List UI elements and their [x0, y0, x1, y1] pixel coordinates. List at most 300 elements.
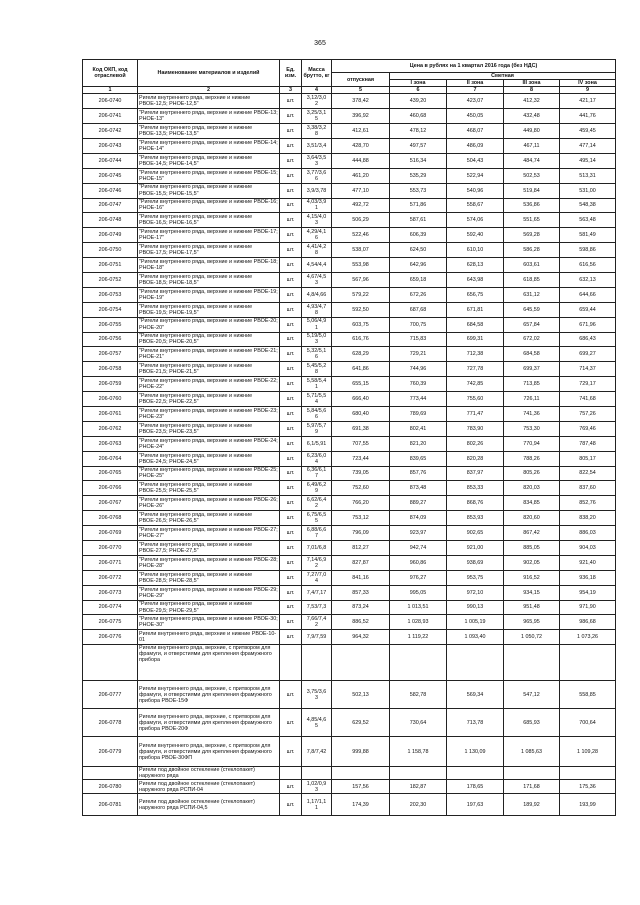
row-price-release: 157,56: [332, 780, 390, 794]
row-price-zone-4: 459,45: [560, 124, 616, 139]
row-price-zone-1: 995,05: [390, 585, 447, 600]
row-price-zone-4: 193,99: [560, 794, 616, 816]
row-code: 206-0771: [83, 555, 138, 570]
row-price-zone-4: 495,14: [560, 153, 616, 168]
table-row: [83, 258, 616, 273]
row-price-zone-1: [390, 767, 447, 780]
row-price-release: 579,22: [332, 287, 390, 302]
row-price-zone-1: 1 028,93: [390, 615, 447, 630]
row-price-zone-4: 477,14: [560, 138, 616, 153]
row-mass: 4,8/4,66: [302, 287, 332, 302]
row-name: "Ригели внутреннего ряда, верхние и нижние РВОЕ-25,5; РНОЕ-25,5": [138, 481, 280, 496]
row-price-zone-4: 954,19: [560, 585, 616, 600]
row-mass: 6,36/6,1 7: [302, 466, 332, 481]
table-row: [83, 737, 616, 767]
row-price-zone-3: 484,74: [504, 153, 560, 168]
table-row: [83, 481, 616, 496]
row-price-zone-2: 712,38: [447, 347, 504, 362]
header-mass: Масса брутто, кг: [302, 60, 332, 87]
row-price-release: 502,13: [332, 681, 390, 709]
row-unit: [280, 645, 302, 681]
row-name: "Ригели внутреннего ряда, верхние и нижние РВОЕ-19,5; РНОЕ-19,5": [138, 302, 280, 317]
row-name: "Ригели внутреннего ряда, верхние и нижние РВОЕ-21,5; РНОЕ-21,5": [138, 362, 280, 377]
row-unit: шт.: [280, 347, 302, 362]
row-price-zone-3: 586,28: [504, 243, 560, 258]
row-price-zone-1: 760,39: [390, 377, 447, 392]
table-row: [83, 630, 616, 645]
row-price-zone-2: 713,78: [447, 709, 504, 737]
row-mass: 7,66/7,4 2: [302, 615, 332, 630]
row-price-zone-1: 535,29: [390, 168, 447, 183]
row-code: 206-0760: [83, 392, 138, 407]
row-price-zone-4: 921,40: [560, 555, 616, 570]
row-price-zone-2: 802,26: [447, 436, 504, 451]
row-price-zone-4: 513,31: [560, 168, 616, 183]
row-name: "Ригели внутреннего ряда, верхние и нижние РВОЕ-23,5; РНОЕ-23,5": [138, 421, 280, 436]
row-price-release: 666,40: [332, 392, 390, 407]
row-unit: шт.: [280, 630, 302, 645]
row-price-zone-2: 742,85: [447, 377, 504, 392]
row-price-zone-1: 516,34: [390, 153, 447, 168]
row-price-zone-4: 886,03: [560, 526, 616, 541]
row-name: "Ригели внутреннего ряда, верхние и нижние РВОЕ-22; РНОЕ-22": [139, 378, 278, 391]
row-price-zone-1: 873,48: [390, 481, 447, 496]
row-price-zone-1: 729,21: [390, 347, 447, 362]
row-price-zone-3: 519,84: [504, 183, 560, 198]
row-unit: шт.: [280, 287, 302, 302]
row-code: 206-0757: [83, 347, 138, 362]
row-unit: шт.: [280, 406, 302, 421]
row-unit: шт.: [280, 213, 302, 228]
row-mass: 3,38/3,2 8: [302, 124, 332, 139]
row-mass: 5,19/5,0 3: [302, 332, 332, 347]
row-price-zone-3: 412,32: [504, 94, 560, 109]
row-price-zone-2: 820,28: [447, 451, 504, 466]
section-row: [83, 645, 616, 681]
row-price-zone-2: 902,65: [447, 526, 504, 541]
row-mass: 5,58/5,4 1: [302, 377, 332, 392]
header-estimate: Сметная: [390, 73, 616, 80]
row-price-zone-2: 1 130,09: [447, 737, 504, 767]
row-unit: шт.: [280, 541, 302, 556]
row-price-zone-4: 671,96: [560, 317, 616, 332]
row-name: "Ригели внутреннего ряда, верхние и нижние РВОЕ-28; РНОЕ-28": [139, 556, 278, 569]
row-mass: 5,06/4,9 1: [302, 317, 332, 332]
row-mass: 5,32/5,1 6: [302, 347, 332, 362]
row-unit: шт.: [280, 737, 302, 767]
row-price-zone-4: 421,17: [560, 94, 616, 109]
row-code: 206-0767: [83, 496, 138, 511]
row-price-zone-1: 821,20: [390, 436, 447, 451]
row-price-zone-3: 741,36: [504, 406, 560, 421]
row-unit: шт.: [280, 228, 302, 243]
row-name: "Ригели внутреннего ряда, верхние и нижние РВОЕ-18,5; РНОЕ-18,5": [138, 272, 280, 287]
row-price-zone-3: 699,37: [504, 362, 560, 377]
row-unit: шт.: [280, 496, 302, 511]
table-row: [83, 109, 616, 124]
row-price-release: 841,16: [332, 570, 390, 585]
table-row: [83, 421, 616, 436]
row-price-zone-1: 672,26: [390, 287, 447, 302]
row-code: 206-0772: [83, 570, 138, 585]
row-price-zone-1: 700,75: [390, 317, 447, 332]
table-row: [83, 332, 616, 347]
row-unit: шт.: [280, 794, 302, 816]
row-price-zone-1: 715,83: [390, 332, 447, 347]
row-price-zone-3: 536,86: [504, 198, 560, 213]
row-price-zone-3: 753,30: [504, 421, 560, 436]
row-mass: 3,77/3,6 6: [302, 168, 332, 183]
row-code: 206-0742: [83, 124, 138, 139]
row-price-zone-1: 497,57: [390, 138, 447, 153]
row-price-zone-3: 885,05: [504, 541, 560, 556]
row-price-zone-4: 822,54: [560, 466, 616, 481]
row-price-zone-1: 1 013,51: [390, 600, 447, 615]
row-price-zone-2: 423,07: [447, 94, 504, 109]
row-unit: шт.: [280, 555, 302, 570]
header-zone-4: IV зона: [560, 80, 616, 87]
row-mass: 4,15/4,0 3: [302, 213, 332, 228]
row-code: 206-0766: [83, 481, 138, 496]
row-code: 206-0748: [83, 213, 138, 228]
row-price-zone-3: 788,26: [504, 451, 560, 466]
row-price-release: 641,86: [332, 362, 390, 377]
row-price-release: 812,27: [332, 541, 390, 556]
row-price-zone-1: 976,27: [390, 570, 447, 585]
row-price-zone-2: 558,67: [447, 198, 504, 213]
row-price-release: 691,38: [332, 421, 390, 436]
row-name: "Ригели внутреннего ряда, верхние и нижние РВОЕ-15,5; РНОЕ-15,5": [138, 183, 280, 198]
row-price-zone-4: 838,20: [560, 511, 616, 526]
row-price-release: [332, 767, 390, 780]
row-price-zone-2: 755,60: [447, 392, 504, 407]
row-price-release: 616,76: [332, 332, 390, 347]
row-price-zone-2: 837,97: [447, 466, 504, 481]
row-price-zone-3: 569,28: [504, 228, 560, 243]
row-name: "Ригели внутреннего ряда, верхние и нижние РВОЕ-24,5; РНОЕ-24,5": [138, 451, 280, 466]
row-mass: [302, 645, 332, 681]
row-price-zone-4: 644,66: [560, 287, 616, 302]
row-price-release: 796,09: [332, 526, 390, 541]
row-price-zone-4: 175,36: [560, 780, 616, 794]
row-price-release: 603,75: [332, 317, 390, 332]
row-price-zone-3: 502,53: [504, 168, 560, 183]
row-mass: 6,23/6,0 4: [302, 451, 332, 466]
row-price-zone-1: 202,30: [390, 794, 447, 816]
row-unit: шт.: [280, 392, 302, 407]
row-price-release: 857,33: [332, 585, 390, 600]
row-price-zone-3: 916,52: [504, 570, 560, 585]
row-code: 206-0769: [83, 526, 138, 541]
row-price-release: 964,32: [332, 630, 390, 645]
row-price-zone-3: [504, 645, 560, 681]
row-name: "Ригели внутреннего ряда, верхние и нижние РВОЕ-14; РНОЕ-14": [139, 139, 278, 152]
row-name: "Ригели внутреннего ряда, верхние и нижние РВОЕ-22,5; РНОЕ-22,5": [138, 392, 280, 407]
row-price-zone-4: 1 073,26: [560, 630, 616, 645]
row-price-zone-2: 450,05: [447, 109, 504, 124]
row-code: 206-0764: [83, 451, 138, 466]
row-price-zone-1: 942,74: [390, 541, 447, 556]
row-price-zone-3: 189,92: [504, 794, 560, 816]
row-price-zone-4: 986,68: [560, 615, 616, 630]
table-row: [83, 183, 616, 198]
row-price-zone-1: 687,68: [390, 302, 447, 317]
row-price-zone-4: 558,85: [560, 681, 616, 709]
row-unit: шт.: [280, 138, 302, 153]
row-price-zone-1: 659,18: [390, 272, 447, 287]
row-mass: 4,03/3,9 1: [302, 198, 332, 213]
row-mass: 4,85/4,6 5: [302, 709, 332, 737]
table-row: [83, 436, 616, 451]
row-price-zone-4: 659,44: [560, 302, 616, 317]
row-price-zone-3: 645,59: [504, 302, 560, 317]
row-price-zone-1: 744,96: [390, 362, 447, 377]
row-price-zone-2: [447, 767, 504, 780]
row-mass: 4,93/4,7 8: [302, 302, 332, 317]
row-price-zone-4: 441,76: [560, 109, 616, 124]
row-mass: 7,53/7,3: [302, 600, 332, 615]
row-price-zone-4: 837,60: [560, 481, 616, 496]
row-price-zone-2: 1 093,40: [447, 630, 504, 645]
row-price-zone-2: 783,90: [447, 421, 504, 436]
row-price-zone-2: 671,81: [447, 302, 504, 317]
row-mass: 3,25/3,1 5: [302, 109, 332, 124]
row-price-zone-2: 504,43: [447, 153, 504, 168]
row-unit: шт.: [280, 377, 302, 392]
table-row: [83, 153, 616, 168]
row-price-zone-1: 1 158,78: [390, 737, 447, 767]
row-price-zone-4: 581,49: [560, 228, 616, 243]
row-price-zone-2: 197,63: [447, 794, 504, 816]
row-price-zone-1: 923,97: [390, 526, 447, 541]
row-unit: шт.: [280, 585, 302, 600]
row-name: "Ригели внутреннего ряда, верхние и нижние РВОЕ-23; РНОЕ-23": [139, 407, 278, 420]
row-price-zone-3: 467,11: [504, 138, 560, 153]
row-price-zone-1: 439,20: [390, 94, 447, 109]
row-unit: [280, 767, 302, 780]
row-price-release: 538,07: [332, 243, 390, 258]
row-price-zone-3: 713,85: [504, 377, 560, 392]
row-mass: 6,75/6,5 5: [302, 511, 332, 526]
row-name: "Ригели внутреннего ряда, верхние и нижние РВОЕ-16; РНОЕ-16": [139, 199, 278, 212]
row-price-zone-2: 656,75: [447, 287, 504, 302]
row-name: "Ригели внутреннего ряда, верхние и нижние РВОЕ-14,5; РНОЕ-14,5": [138, 153, 280, 168]
row-name: "Ригели внутреннего ряда, верхние и нижние РВОЕ-19; РНОЕ-19": [139, 288, 278, 301]
row-price-release: 592,50: [332, 302, 390, 317]
row-price-zone-3: 726,11: [504, 392, 560, 407]
page-number: 365: [314, 40, 326, 47]
row-code: 206-0774: [83, 600, 138, 615]
row-price-release: 461,20: [332, 168, 390, 183]
row-price-zone-4: [560, 767, 616, 780]
row-unit: шт.: [280, 421, 302, 436]
row-mass: 7,01/6,8: [302, 541, 332, 556]
row-price-zone-2: 771,47: [447, 406, 504, 421]
row-price-zone-3: 834,85: [504, 496, 560, 511]
row-unit: шт.: [280, 780, 302, 794]
row-price-zone-3: 934,15: [504, 585, 560, 600]
row-price-zone-1: 553,73: [390, 183, 447, 198]
row-price-release: 655,15: [332, 377, 390, 392]
row-price-zone-2: 540,96: [447, 183, 504, 198]
row-code: 206-0759: [83, 377, 138, 392]
row-price-zone-1: 624,50: [390, 243, 447, 258]
row-name: "Ригели внутреннего ряда, верхние и нижние РВОЕ-28,5; РНОЕ-28,5": [138, 570, 280, 585]
row-price-zone-1: 587,61: [390, 213, 447, 228]
row-price-zone-4: 805,17: [560, 451, 616, 466]
row-price-zone-2: 1 005,19: [447, 615, 504, 630]
row-price-release: [332, 645, 390, 681]
table-row: [83, 347, 616, 362]
row-name: "Ригели внутреннего ряда, верхние и нижние РВОЕ-30; РНОЕ-30": [139, 616, 278, 629]
row-price-zone-3: 951,48: [504, 600, 560, 615]
row-code: 206-0758: [83, 362, 138, 377]
row-price-zone-2: 486,09: [447, 138, 504, 153]
row-price-zone-2: 853,93: [447, 511, 504, 526]
row-code: 206-0747: [83, 198, 138, 213]
section-row: [83, 767, 616, 780]
row-code: 206-0773: [83, 585, 138, 600]
row-code: 206-0768: [83, 511, 138, 526]
row-price-release: 553,98: [332, 258, 390, 273]
row-code: 206-0750: [83, 243, 138, 258]
table-row: [83, 794, 616, 816]
row-price-zone-4: 904,03: [560, 541, 616, 556]
row-name: "Ригели внутреннего ряда, верхние и нижние РВОЕ-25; РНОЕ-25": [139, 467, 278, 480]
row-price-zone-1: 478,12: [390, 124, 447, 139]
row-mass: 6,1/5,91: [302, 436, 332, 451]
row-code: 206-0761: [83, 406, 138, 421]
row-price-zone-3: 171,68: [504, 780, 560, 794]
row-price-zone-1: 839,65: [390, 451, 447, 466]
row-unit: шт.: [280, 481, 302, 496]
row-price-zone-3: 867,42: [504, 526, 560, 541]
row-price-zone-3: 685,93: [504, 709, 560, 737]
row-price-release: 444,88: [332, 153, 390, 168]
row-unit: шт.: [280, 709, 302, 737]
row-unit: шт.: [280, 436, 302, 451]
row-price-zone-4: 616,56: [560, 258, 616, 273]
row-unit: шт.: [280, 272, 302, 287]
row-price-zone-2: 178,65: [447, 780, 504, 794]
table-row: [83, 780, 616, 794]
row-code: [83, 767, 138, 780]
row-price-zone-4: 971,90: [560, 600, 616, 615]
row-price-release: 506,29: [332, 213, 390, 228]
row-price-zone-4: 531,00: [560, 183, 616, 198]
row-mass: 7,4/7,17: [302, 585, 332, 600]
row-code: 206-0749: [83, 228, 138, 243]
row-code: 206-0745: [83, 168, 138, 183]
table-body: [83, 94, 616, 816]
row-unit: шт.: [280, 94, 302, 109]
row-mass: 1,02/0,9 3: [302, 780, 332, 794]
row-price-zone-2: 853,33: [447, 481, 504, 496]
row-price-zone-4: 699,27: [560, 347, 616, 362]
row-price-zone-2: 972,10: [447, 585, 504, 600]
row-price-release: 629,52: [332, 709, 390, 737]
row-unit: шт.: [280, 198, 302, 213]
row-price-zone-4: 686,43: [560, 332, 616, 347]
header-zone-1: I зона: [390, 80, 447, 87]
header-name: Наименование материалов и изделий: [138, 60, 280, 87]
table-row: [83, 287, 616, 302]
row-name: "Ригели внутреннего ряда, верхние и нижние РВОЕ-13; РНОЕ-13": [139, 110, 278, 123]
row-price-zone-3: 1 085,63: [504, 737, 560, 767]
header-price-group: Цена в рублях на 1 квартал 2016 года (без НДС): [332, 60, 616, 73]
row-name: "Ригели внутреннего ряда, верхние и нижние РВОЕ-17; РНОЕ-17": [139, 229, 278, 242]
row-price-zone-1: 874,09: [390, 511, 447, 526]
row-price-zone-3: 965,95: [504, 615, 560, 630]
table-row: [83, 377, 616, 392]
row-price-zone-1: 182,87: [390, 780, 447, 794]
row-name: "Ригели внутреннего ряда, верхние и нижние РВОЕ-18; РНОЕ-18": [139, 258, 278, 272]
row-name: Ригели внутреннего ряда, верхние, с притвором для фрамуги, и отверстиями для крепления фрамужного прибора РВОЕ-15Ф: [138, 681, 280, 709]
row-price-zone-3: 551,65: [504, 213, 560, 228]
row-price-zone-1: 857,76: [390, 466, 447, 481]
row-price-release: 428,70: [332, 138, 390, 153]
row-price-zone-4: 936,18: [560, 570, 616, 585]
table-row: [83, 451, 616, 466]
row-price-zone-2: 610,10: [447, 243, 504, 258]
row-code: 206-0755: [83, 317, 138, 332]
row-price-zone-3: 902,05: [504, 555, 560, 570]
row-mass: 4,67/4,5 3: [302, 272, 332, 287]
row-price-zone-4: 787,48: [560, 436, 616, 451]
table-row: [83, 541, 616, 556]
table-row: [83, 243, 616, 258]
row-name: "Ригели внутреннего ряда, верхние и нижние РВОЕ-27,5; РНОЕ-27,5": [138, 541, 280, 556]
row-price-zone-2: 468,07: [447, 124, 504, 139]
row-price-zone-4: 598,86: [560, 243, 616, 258]
row-price-zone-2: 938,69: [447, 555, 504, 570]
price-table: [82, 59, 616, 816]
header-release: отпускная: [332, 73, 390, 87]
row-price-zone-2: 628,13: [447, 258, 504, 273]
table-row: [83, 362, 616, 377]
row-price-zone-3: 618,85: [504, 272, 560, 287]
row-unit: шт.: [280, 362, 302, 377]
row-name: "Ригели внутреннего ряда, верхние и нижние РВОЕ-26; РНОЕ-26": [139, 497, 278, 510]
row-price-zone-1: 1 119,22: [390, 630, 447, 645]
row-name: "Ригели внутреннего ряда, верхние и нижние РВОЕ-27; РНОЕ-27": [139, 526, 278, 540]
header-unit: Ед. изм.: [280, 60, 302, 87]
row-price-zone-3: 805,26: [504, 466, 560, 481]
row-price-zone-4: 769,46: [560, 421, 616, 436]
row-price-zone-1: 642,96: [390, 258, 447, 273]
row-mass: 4,54/4,4: [302, 258, 332, 273]
row-mass: 5,45/5,2 8: [302, 362, 332, 377]
row-name: "Ригели внутреннего ряда, верхние и нижние РВОЕ-13,5; РНОЕ-13,5": [138, 124, 280, 139]
row-mass: 3,64/3,5 3: [302, 153, 332, 168]
row-name: "Ригели внутреннего ряда, верхние и нижние РВОЕ-29; РНОЕ-29": [139, 586, 278, 599]
row-price-zone-4: 729,17: [560, 377, 616, 392]
table-row: [83, 466, 616, 481]
row-price-zone-4: 632,13: [560, 272, 616, 287]
row-price-release: 492,72: [332, 198, 390, 213]
row-price-release: 412,61: [332, 124, 390, 139]
row-name: "Ригели внутреннего ряда, верхние и нижние РВОЕ-20,5; РНОЕ-20,5": [138, 332, 280, 347]
table-row: [83, 681, 616, 709]
row-mass: 7,9/7,59: [302, 630, 332, 645]
row-price-zone-4: 548,38: [560, 198, 616, 213]
row-price-zone-2: [447, 645, 504, 681]
column-number: 1: [83, 87, 138, 94]
header-zone-2: II зона: [447, 80, 504, 87]
table-row: [83, 406, 616, 421]
row-name: Ригели под двойное остекление (стеклопакет) наружного ряда РСПИ-04,5: [138, 794, 280, 816]
row-price-zone-2: 569,34: [447, 681, 504, 709]
